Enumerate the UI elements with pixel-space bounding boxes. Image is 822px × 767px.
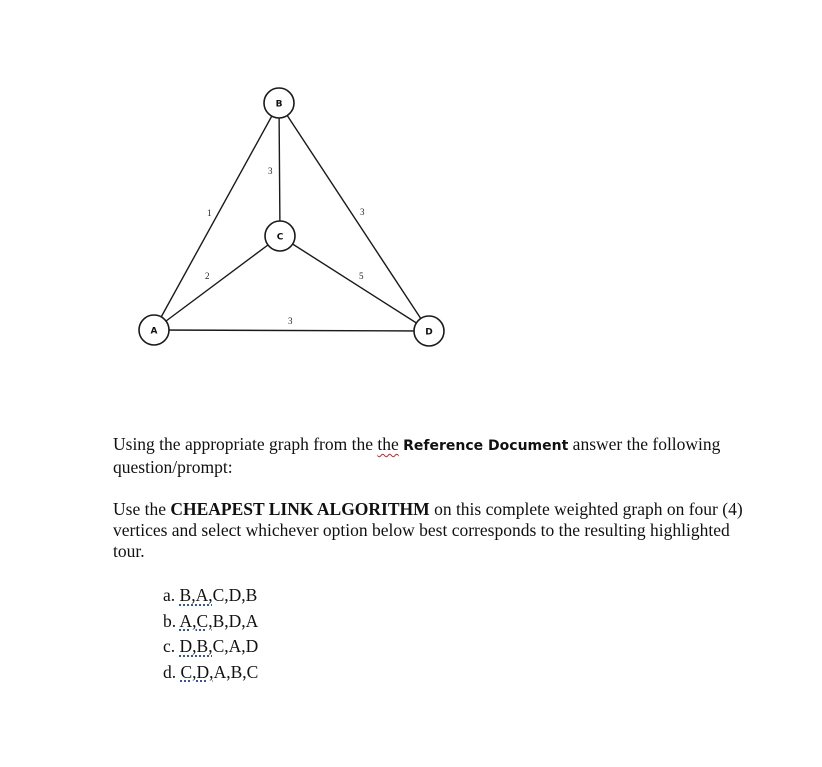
edge-b-d xyxy=(276,103,429,331)
weight-label-a-b: 1 xyxy=(207,208,212,218)
node-label-c: C xyxy=(276,232,284,243)
prompt-text-start: Use the xyxy=(113,499,171,519)
duplicate-word-the: the xyxy=(377,434,399,454)
prompt-text-end: on this complete weighted graph on four (4) vertices and select whichever option below best corresponds to the resulting highlighted tour. xyxy=(113,499,743,561)
option-letter: a. xyxy=(163,585,176,605)
edge-a-c xyxy=(154,236,280,330)
option-a[interactable] xyxy=(163,583,258,609)
option-c[interactable] xyxy=(163,634,258,660)
option-letter: b. xyxy=(163,610,177,631)
node-label-d: D xyxy=(425,327,433,338)
edge-a-d xyxy=(154,330,429,331)
option-rest: C,D,B xyxy=(212,585,258,605)
option-letter: c. xyxy=(163,636,176,656)
option-letter: d. xyxy=(163,661,177,682)
edge-c-d xyxy=(280,236,429,331)
question-prompt xyxy=(113,499,753,562)
option-rest: B,D,A xyxy=(212,610,259,631)
instruction-text-start: Using the appropriate graph from the xyxy=(113,434,378,454)
instruction-text-end: answer the following question/prompt: xyxy=(113,434,721,477)
edge-a-b xyxy=(154,103,279,330)
option-rest: A,B,C xyxy=(213,661,259,682)
option-underlined-part: A,C, xyxy=(179,610,213,631)
node-label-b: B xyxy=(275,99,283,110)
algorithm-name: CHEAPEST LINK ALGORITHM xyxy=(170,499,430,519)
weight-label-c-d: 5 xyxy=(359,271,364,281)
weight-label-b-d: 3 xyxy=(360,207,365,217)
node-d xyxy=(414,316,444,346)
option-rest: C,A,D xyxy=(212,636,259,656)
node-b xyxy=(264,88,294,118)
weight-label-a-d: 3 xyxy=(288,316,293,326)
weight-label-a-c: 2 xyxy=(205,271,210,281)
weight-label-b-c: 3 xyxy=(268,166,273,176)
edge-b-c xyxy=(279,103,280,236)
answer-options xyxy=(163,583,258,685)
option-underlined-part: C,D, xyxy=(180,661,214,682)
option-underlined-part: D,B, xyxy=(179,636,213,656)
reference-document-label: Reference Document xyxy=(403,438,569,454)
node-c xyxy=(265,221,295,251)
question-instruction xyxy=(113,434,753,478)
question-text xyxy=(113,434,753,583)
option-b[interactable] xyxy=(163,609,258,635)
option-underlined-part: B,A, xyxy=(179,585,213,605)
node-a xyxy=(139,315,169,345)
node-label-a: A xyxy=(150,326,158,337)
option-d[interactable] xyxy=(163,660,258,686)
